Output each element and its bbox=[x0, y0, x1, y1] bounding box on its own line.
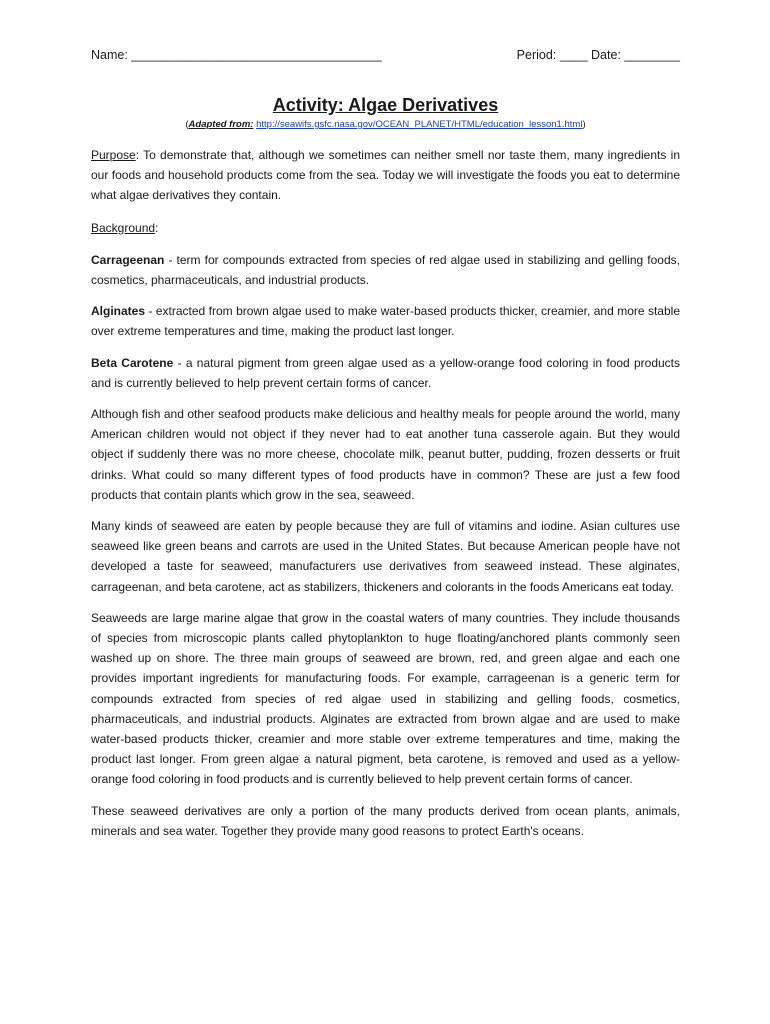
citation-close-paren: ) bbox=[582, 119, 586, 130]
body-paragraph-4: These seaweed derivatives are only a portion of the many products derived from ocean plants, animals, minerals and sea water. Together they provide many good reasons to protect Earth's oceans. bbox=[91, 803, 680, 838]
term-definition: - term for compounds extracted from species of red algae used in stabilizing and gelling foods, cosmetics, pharmaceuticals, and industrial products. bbox=[91, 252, 680, 288]
purpose-text: : To demonstrate that, although we sometimes can neither smell nor taste them, many ingredients in our foods and household products come from the sea. Today we will investigate the foods you eat to determine what algae derivatives they contain. bbox=[91, 148, 680, 203]
purpose-label: Purpose bbox=[91, 148, 136, 162]
term-definition: - extracted from brown algae used to make water-based products thicker, creamier, and more stable over extreme temperatures and time, making the product last longer. bbox=[91, 304, 680, 339]
source-citation bbox=[91, 118, 680, 132]
period-date-field[interactable]: Period: ____ Date: ________ bbox=[516, 48, 680, 62]
source-link[interactable]: http://seawifs.gsfc.nasa.gov/OCEAN_PLANET/HTML/education_lesson1.html bbox=[256, 119, 583, 130]
background-colon: : bbox=[155, 220, 159, 235]
page-title: Activity: Algae Derivatives bbox=[272, 95, 499, 115]
purpose-paragraph bbox=[91, 145, 680, 206]
term-carrageenan bbox=[91, 250, 680, 290]
citation-label: Adapted from: bbox=[188, 119, 254, 130]
term-beta-carotene bbox=[91, 353, 680, 393]
body-paragraph-2: Many kinds of seaweed are eaten by people because they are full of vitamins and iodine. Asian cultures use seaweed like green beans and carrots are used in the United States. But because American people have not developed a taste for seaweed, manufacturers use derivatives from seaweed instead. These alginates, carrageenan, and beta carotene, act as stabilizers, thickeners and colorants in the foods Americans eat today. bbox=[91, 519, 680, 594]
term-definition: - a natural pigment from green algae used as a yellow-orange food coloring in food products and is currently believed to help prevent certain forms of cancer. bbox=[91, 355, 681, 390]
background-heading bbox=[91, 218, 680, 238]
document-page bbox=[91, 46, 680, 841]
body-paragraph-1: Although fish and other seafood products make delicious and healthy meals for people around the world, many American children would not object if they never had to eat another tuna casserole again. But they would object if suddenly there was no more cheese, chocolate milk, peanut butter, pudding, frozen desserts or fruit drinks. What could so many different types of food products have in common? These are just a few food products that contain plants which grow in the sea, seaweed. bbox=[91, 407, 680, 502]
term-name: Alginates bbox=[91, 304, 146, 319]
header-row bbox=[91, 46, 680, 64]
term-name: Beta Carotene bbox=[91, 355, 174, 370]
background-label: Background bbox=[91, 220, 156, 235]
body-paragraph-3: Seaweeds are large marine algae that grow in the coastal waters of many countries. They include thousands of species from microscopic plants called phytoplankton to huge floating/anchored plants commonly seen washed up on shore. The three main groups of seaweed are brown, red, and green algae and each one provides important ingredients for manufacturing foods. For example, carrageenan is a generic term for compounds extracted from species of red algae used in stabilizing and gelling foods, cosmetics, pharmaceuticals, and industrial products. Alginates are extracted from brown algae and are used to make water-based products thicker, creamier and more stable over extreme temperatures and time, making the product last longer. From green algae a natural pigment, beta carotene, is removed and used as a yellow-orange food coloring in food products and is currently believed to help prevent certain forms of cancer. bbox=[91, 610, 680, 787]
term-name: Carrageenan bbox=[91, 252, 165, 267]
name-field[interactable]: Name: ____________________________________ bbox=[91, 48, 382, 62]
citation-open-paren: ( bbox=[185, 119, 189, 130]
term-alginates bbox=[91, 301, 680, 341]
